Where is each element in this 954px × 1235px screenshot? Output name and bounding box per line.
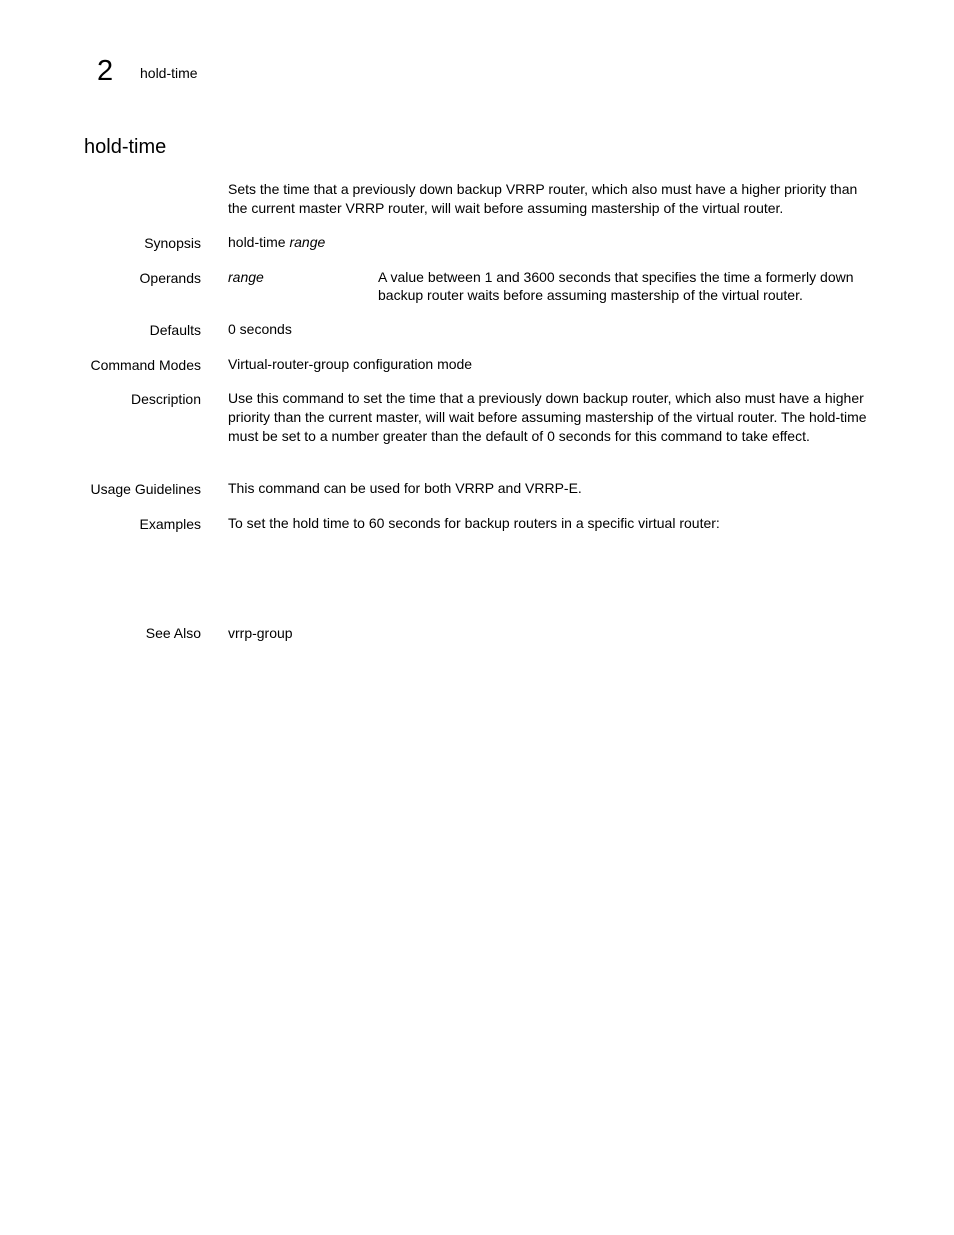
- synopsis-argument: range: [289, 234, 326, 250]
- chapter-number: 2: [97, 55, 114, 87]
- see-also-label: See Also: [145, 625, 201, 641]
- examples-label: Examples: [139, 516, 201, 532]
- description-label: Description: [130, 391, 201, 407]
- operands-label: Operands: [139, 270, 201, 286]
- command-modes-value: Virtual-router-group configuration mode: [228, 356, 473, 372]
- examples-value: To set the hold time to 60 seconds for backup routers in a specific virtual router:: [228, 515, 720, 531]
- defaults-value: 0 seconds: [228, 321, 292, 337]
- operand-name: range: [228, 269, 264, 285]
- synopsis-command: hold-time: [228, 234, 286, 250]
- section-title: hold-time: [84, 136, 167, 158]
- usage-guidelines-value: This command can be used for both VRRP and VRRP-E.: [228, 480, 582, 496]
- operand-description: A value between 1 and 3600 seconds that specifies the time a formerly down backup router waits before assuming mastership of the virtual router.: [378, 269, 854, 303]
- command-modes-label: Command Modes: [90, 357, 201, 373]
- intro-paragraph: Sets the time that a previously down backup VRRP router, which also must have a higher priority than the current master VRRP router, will wait before assuming mastership of the virtual router.: [228, 181, 858, 216]
- defaults-label: Defaults: [149, 322, 201, 338]
- usage-guidelines-label: Usage Guidelines: [90, 481, 201, 497]
- description-value: Use this command to set the time that a previously down backup router, which also must have a higher priority than the current master, will wait before assuming mastership of the virtual router. The hold-time must be set to a number greater than the default of 0 seconds for this command to take effect.: [228, 390, 867, 444]
- synopsis-label: Synopsis: [144, 235, 201, 251]
- synopsis-value: [228, 233, 878, 252]
- running-head: hold-time: [140, 65, 198, 81]
- see-also-link-vrrp-group[interactable]: vrrp-group: [228, 625, 293, 641]
